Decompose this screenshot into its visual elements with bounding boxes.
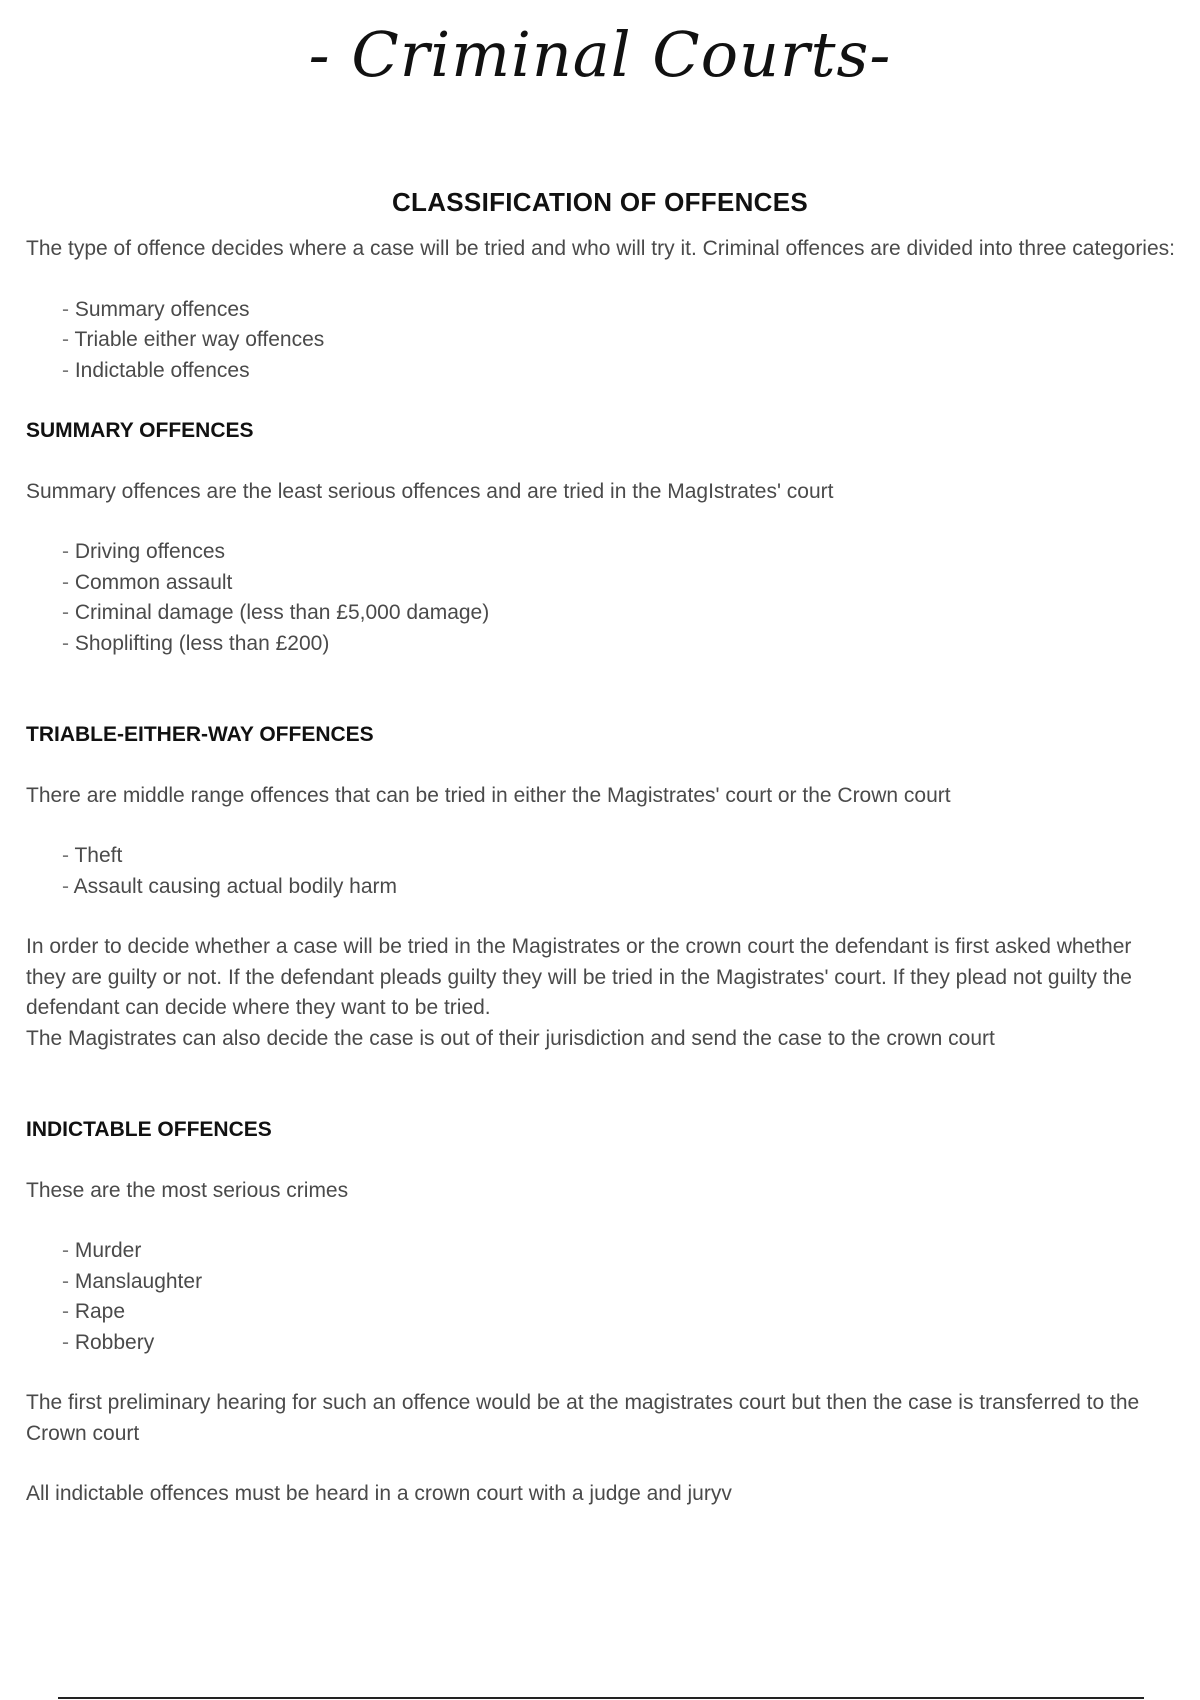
category-list — [26, 295, 1176, 387]
list-item: - Assault causing actual bodily harm — [62, 872, 1176, 903]
list-item: - Robbery — [62, 1328, 1176, 1359]
indictable-heading: INDICTABLE OFFENCES — [26, 1118, 272, 1141]
summary-examples-list — [26, 537, 1176, 659]
list-item: - Triable either way offences — [62, 325, 1176, 356]
list-item: - Indictable offences — [62, 356, 1176, 387]
indictable-examples-list — [26, 1236, 1176, 1358]
list-item: - Common assault — [62, 568, 1176, 599]
list-item: - Murder — [62, 1236, 1176, 1267]
summary-heading: SUMMARY OFFENCES — [26, 419, 254, 442]
list-item: - Rape — [62, 1297, 1176, 1328]
indictable-paragraph: All indictable offences must be heard in a crown court with a judge and juryv — [26, 1482, 732, 1505]
list-item: - Criminal damage (less than £5,000 damage) — [62, 598, 1176, 629]
list-item: - Theft — [62, 841, 1176, 872]
document-title: - Criminal Courts- — [308, 18, 892, 91]
list-item: - Manslaughter — [62, 1267, 1176, 1298]
indictable-description: These are the most serious crimes — [26, 1178, 349, 1202]
document-body — [26, 234, 1176, 1510]
list-item: - Summary offences — [62, 295, 1176, 326]
section-title: CLASSIFICATION OF OFFENCES — [391, 187, 809, 217]
triable-heading: TRIABLE-EITHER-WAY OFFENCES — [26, 723, 374, 746]
list-item: - Shoplifting (less than £200) — [62, 629, 1176, 660]
triable-description: There are middle range offences that can be tried in either the Magistrates' court or the Crown court — [26, 783, 951, 807]
intro-paragraph: The type of offence decides where a case will be tried and who will try it. Criminal offences are divided into three categories: — [26, 237, 1175, 260]
footer-divider — [58, 1697, 1144, 1699]
triable-examples-list — [26, 841, 1176, 902]
triable-paragraph: The Magistrates can also decide the case is out of their jurisdiction and send the case to the crown court — [26, 1026, 995, 1050]
indictable-paragraph: The first preliminary hearing for such an offence would be at the magistrates court but then the case is transferred to the Crown court — [26, 1391, 1140, 1445]
list-item: - Driving offences — [62, 537, 1176, 568]
triable-paragraph: In order to decide whether a case will be tried in the Magistrates or the crown court the defendant is first asked whether they are guilty or not. If the defendant pleads guilty they will be tried in the Magistrates' court. If they plead not guilty the defendant can decide where they want to be tried. — [26, 935, 1132, 1019]
summary-description: Summary offences are the least serious offences and are tried in the MagIstrates' court — [26, 479, 834, 503]
